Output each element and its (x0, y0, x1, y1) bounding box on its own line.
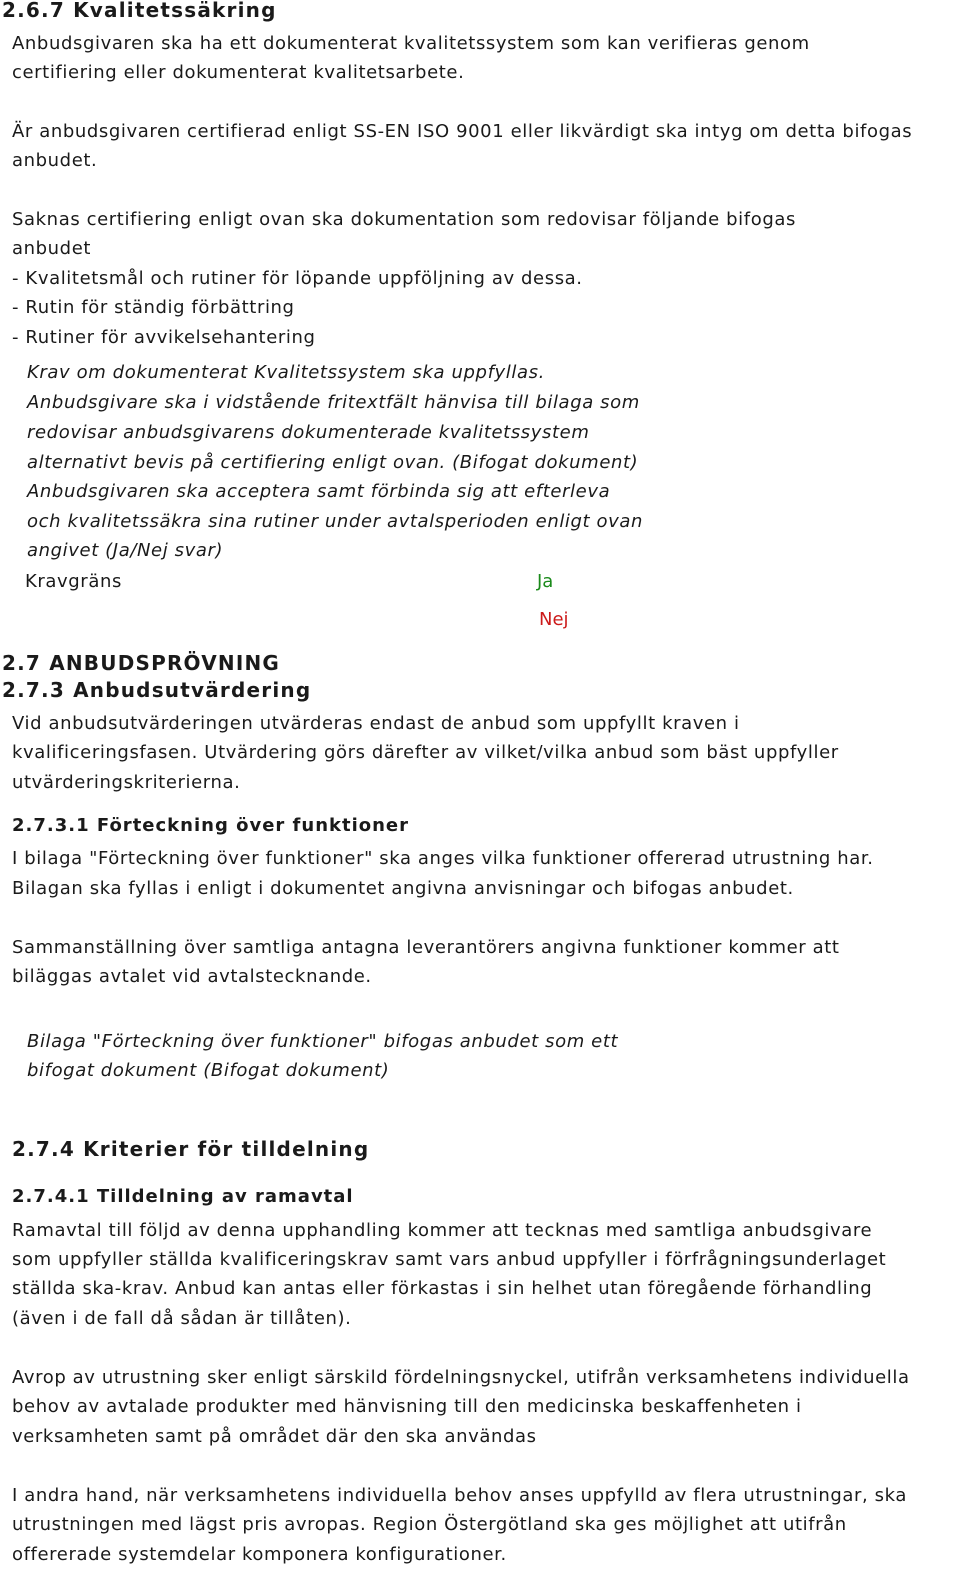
requirement-line: alternativt bevis på certifiering enligt ovan. (Bifogat dokument) (27, 452, 639, 473)
paragraph-line: anbudet. (12, 150, 98, 171)
paragraph-line: offererade systemdelar komponera konfigurationer. (12, 1544, 507, 1565)
paragraph-line: utvärderingskriterierna. (12, 772, 241, 793)
paragraph-line: kvalificeringsfasen. Utvärdering görs därefter av vilket/vilka anbud som bäst uppfyller (12, 742, 839, 763)
section-heading-2-7: 2.7 ANBUDSPRÖVNING (2, 651, 281, 675)
requirement-line: redovisar anbudsgivarens dokumenterade kvalitetssystem (27, 422, 590, 443)
paragraph-line: behov av avtalade produkter med hänvisning till den medicinska beskaffenheten i (12, 1396, 802, 1417)
requirement-line: bifogat dokument (Bifogat dokument) (27, 1060, 390, 1081)
paragraph-line: verksamheten samt på området där den ska användas (12, 1426, 537, 1447)
requirement-line: Krav om dokumenterat Kvalitetssystem ska uppfyllas. (27, 362, 545, 383)
requirement-line: Bilaga "Förteckning över funktioner" bifogas anbudet som ett (27, 1031, 619, 1052)
list-item: - Rutin för ständig förbättring (12, 297, 295, 318)
paragraph-line: Anbudsgivaren ska ha ett dokumenterat kvalitetssystem som kan verifieras genom (12, 33, 810, 54)
paragraph-line: (även i de fall då sådan är tillåten). (12, 1308, 352, 1329)
requirement-line: Anbudsgivaren ska acceptera samt förbinda sig att efterleva (27, 481, 611, 502)
list-item: - Rutiner för avvikelsehantering (12, 327, 316, 348)
paragraph-line: Vid anbudsutvärderingen utvärderas endast de anbud som uppfyllt kraven i (12, 713, 740, 734)
paragraph-line: anbudet (12, 238, 92, 259)
paragraph-line: Saknas certifiering enligt ovan ska dokumentation som redovisar följande bifogas (12, 209, 796, 230)
paragraph-line: Är anbudsgivaren certifierad enligt SS-EN ISO 9001 eller likvärdigt ska intyg om detta bifogas (12, 121, 913, 142)
requirement-line: Anbudsgivare ska i vidstående fritextfält hänvisa till bilaga som (27, 392, 640, 413)
answer-ja[interactable]: Ja (537, 571, 554, 592)
section-heading-2-6-7: 2.6.7 Kvalitetssäkring (2, 0, 277, 22)
answer-nej[interactable]: Nej (539, 609, 569, 630)
kravgrans-label: Kravgräns (25, 571, 122, 592)
paragraph-line: certifiering eller dokumenterat kvalitetsarbete. (12, 62, 465, 83)
paragraph-line: Bilagan ska fyllas i enligt i dokumentet angivna anvisningar och bifogas anbudet. (12, 878, 794, 899)
paragraph-line: Sammanställning över samtliga antagna leverantörers angivna funktioner kommer att (12, 937, 840, 958)
section-heading-2-7-3-1: 2.7.3.1 Förteckning över funktioner (12, 815, 410, 836)
paragraph-line: som uppfyller ställda kvalificeringskrav samt vars anbud uppfyller i förfrågningsunderlaget (12, 1249, 887, 1270)
requirement-line: och kvalitetssäkra sina rutiner under avtalsperioden enligt ovan (27, 511, 644, 532)
section-heading-2-7-3: 2.7.3 Anbudsutvärdering (2, 678, 312, 702)
paragraph-line: biläggas avtalet vid avtalstecknande. (12, 966, 372, 987)
paragraph-line: utrustningen med lägst pris avropas. Region Östergötland ska ges möjlighet att utifrån (12, 1514, 847, 1535)
requirement-line: angivet (Ja/Nej svar) (27, 540, 224, 561)
paragraph-line: ställda ska-krav. Anbud kan antas eller förkastas i sin helhet utan föregående förhandling (12, 1278, 873, 1299)
paragraph-line: I andra hand, när verksamhetens individuella behov anses uppfylld av flera utrustningar, ska (12, 1485, 907, 1506)
section-heading-2-7-4-1: 2.7.4.1 Tilldelning av ramavtal (12, 1186, 354, 1207)
paragraph-line: I bilaga "Förteckning över funktioner" ska anges vilka funktioner offererad utrustning har. (12, 848, 874, 869)
section-heading-2-7-4: 2.7.4 Kriterier för tilldelning (12, 1137, 370, 1161)
list-item: - Kvalitetsmål och rutiner för löpande uppföljning av dessa. (12, 268, 583, 289)
paragraph-line: Avrop av utrustning sker enligt särskild fördelningsnyckel, utifrån verksamhetens individuella (12, 1367, 910, 1388)
paragraph-line: Ramavtal till följd av denna upphandling kommer att tecknas med samtliga anbudsgivare (12, 1220, 873, 1241)
